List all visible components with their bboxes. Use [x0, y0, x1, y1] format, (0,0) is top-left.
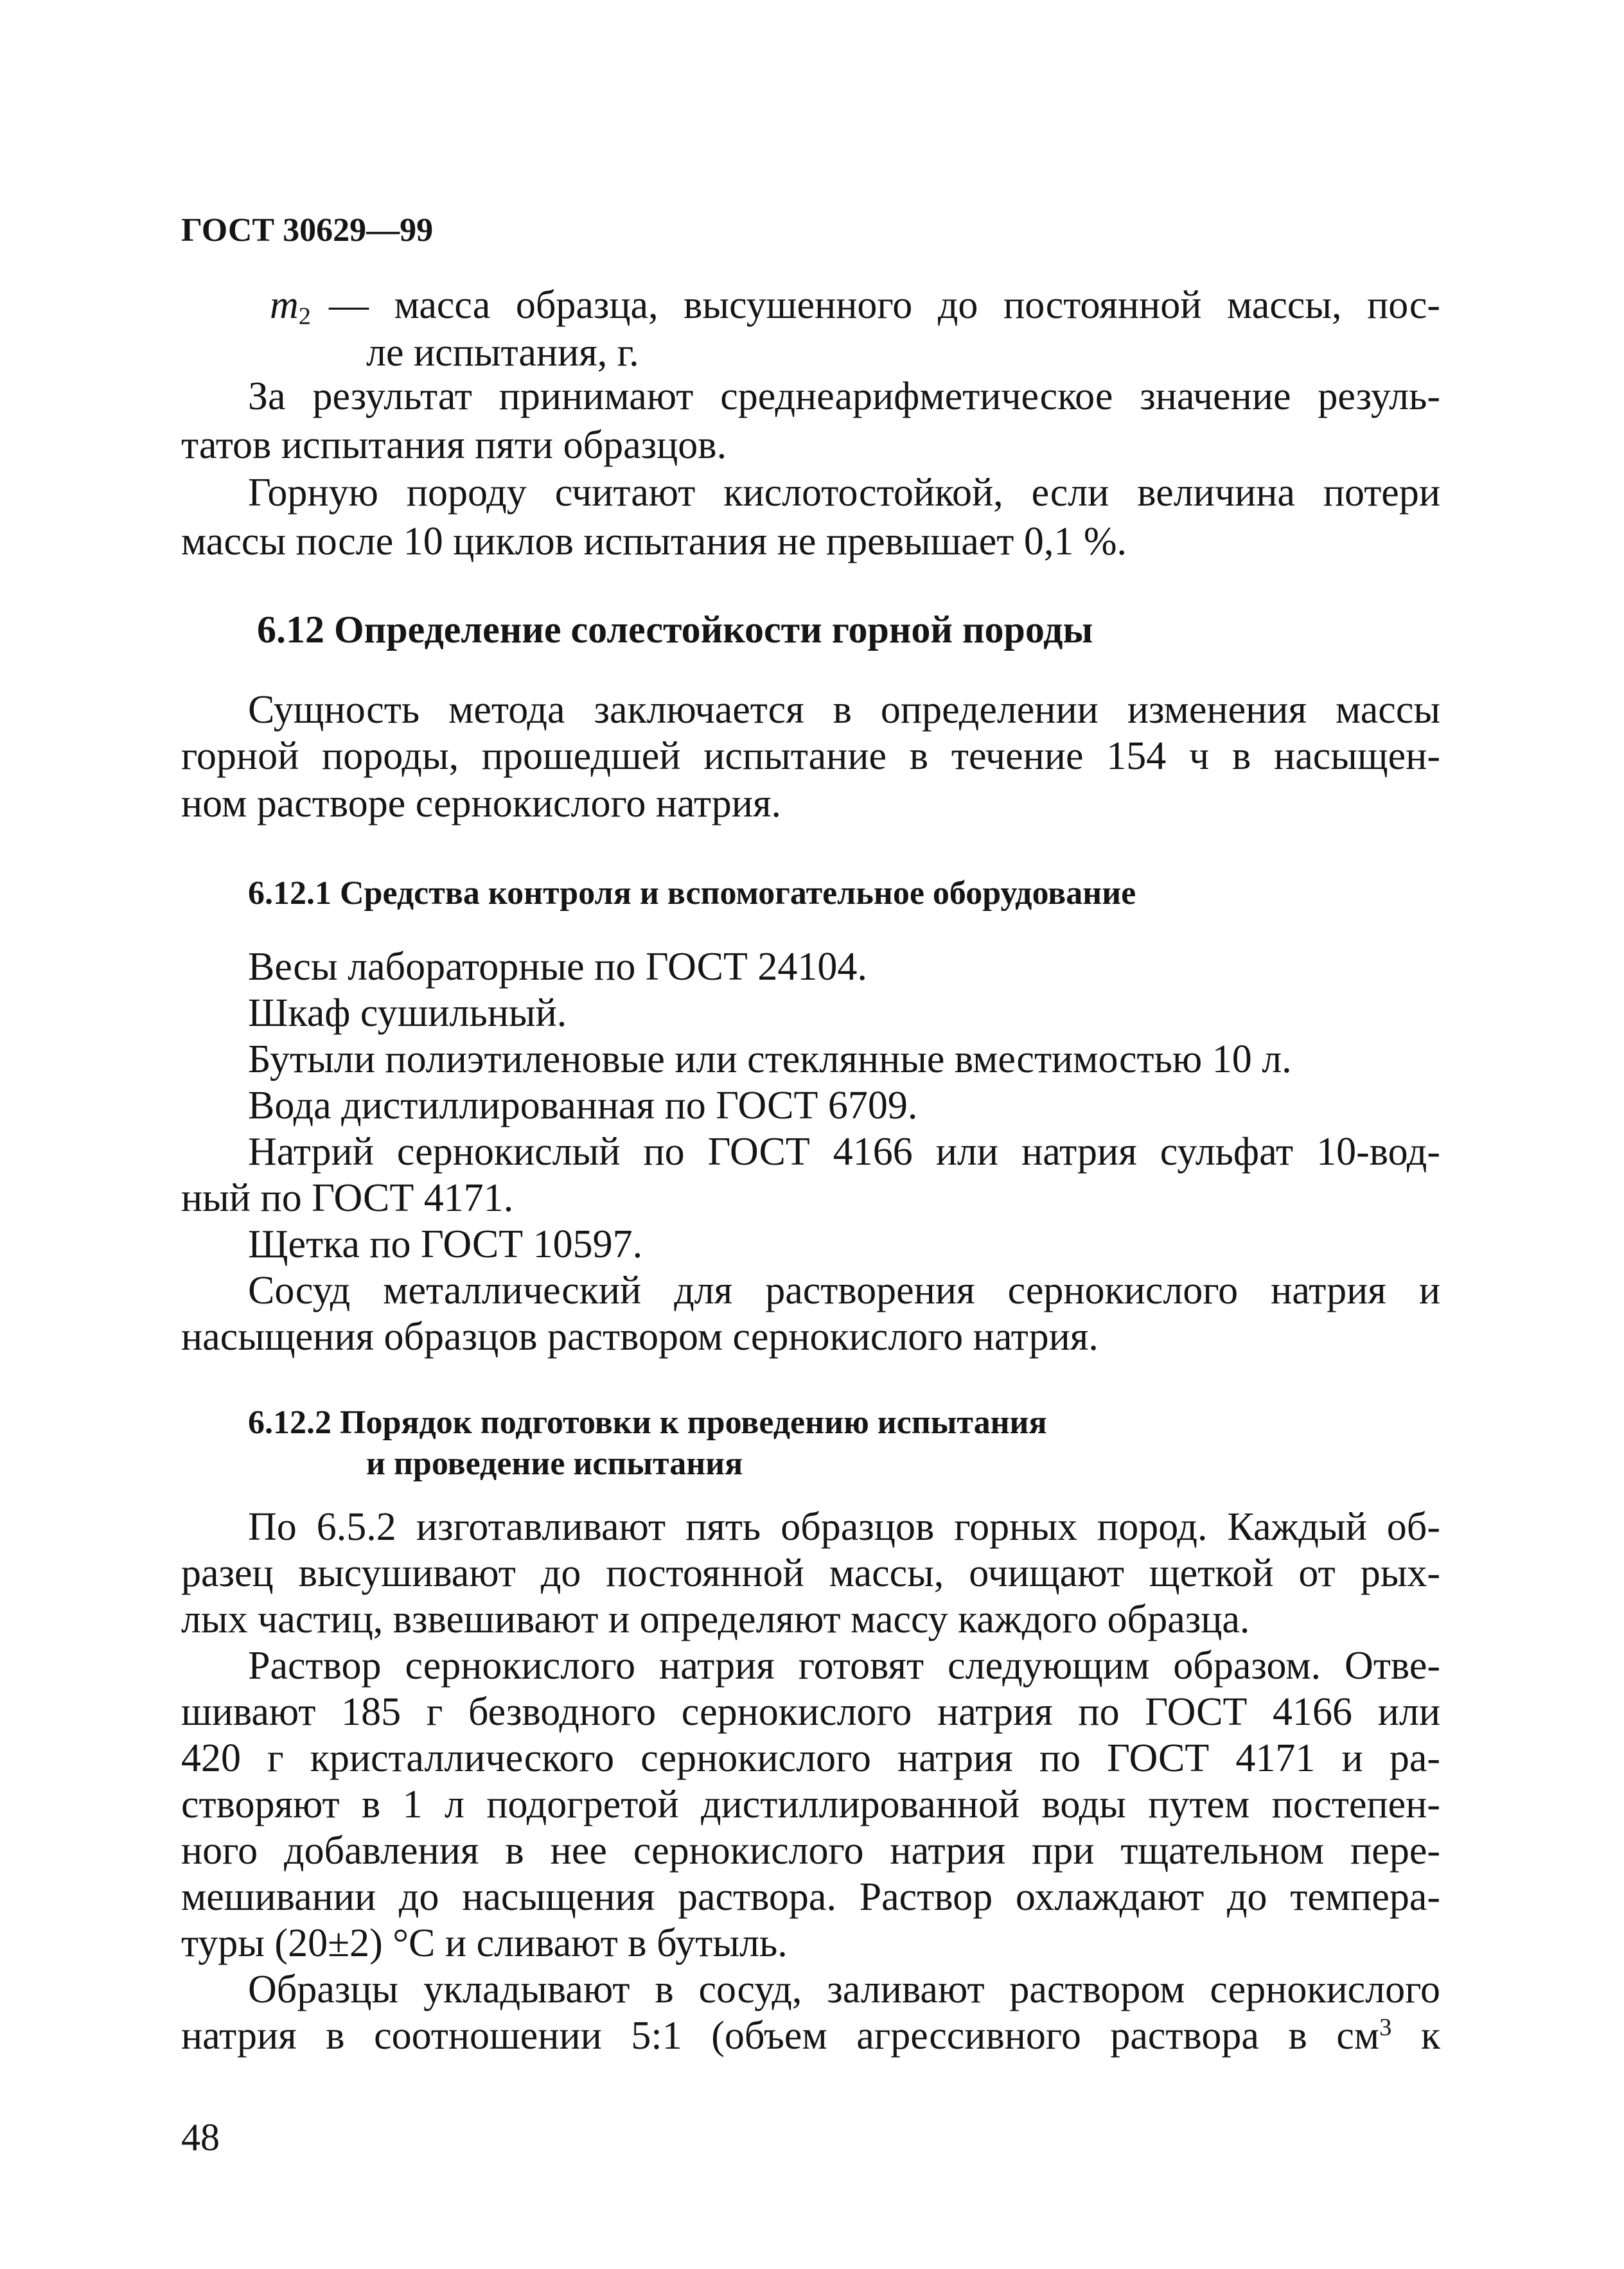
paragraph-acid-line-1: Горную породу считают кислотостойкой, если величина потери — [248, 471, 1440, 515]
definition-line-2: ле испытания, г. — [366, 331, 639, 375]
definition-line-1: — масса образца, высушенного до постоянной массы, пос- — [329, 283, 1440, 327]
equipment-item: Бутыли полиэтиленовые или стеклянные вместимостью 10 л. — [248, 1037, 1292, 1081]
procedure-p2-line: мешивании до насыщения раствора. Раствор охлаждают до темпера- — [181, 1875, 1440, 1919]
paragraph-result-line-2: татов испытания пяти образцов. — [181, 423, 727, 467]
section-6-12-title: 6.12 Определение солестойкости горной породы — [257, 608, 1093, 651]
equipment-item: Весы лабораторные по ГОСТ 24104. — [248, 945, 867, 989]
cm3-superscript: 3 — [1379, 2013, 1392, 2041]
procedure-p3-line-1: Образцы укладывают в сосуд, заливают раствором сернокислого — [248, 1968, 1440, 2011]
section-6-12-text-line-1: Сущность метода заключается в определении изменения массы — [248, 688, 1440, 732]
page-number: 48 — [181, 2116, 220, 2159]
equipment-item: Щетка по ГОСТ 10597. — [248, 1223, 643, 1266]
equipment-item-continuation: насыщения образцов раствором сернокислого натрия. — [181, 1315, 1099, 1359]
symbol-m: m — [270, 283, 299, 327]
paragraph-acid-line-2: массы после 10 циклов испытания не превышает 0,1 %. — [181, 520, 1127, 563]
section-6-12-1-title: 6.12.1 Средства контроля и вспомогательное оборудование — [248, 875, 1136, 912]
equipment-item: Вода дистиллированная по ГОСТ 6709. — [248, 1084, 918, 1127]
procedure-p2-line: ного добавления в нее сернокислого натрия при тщательном пере- — [181, 1829, 1440, 1873]
procedure-p3-text: натрия в соотношении 5:1 (объем агрессивного раствора в см — [181, 2014, 1380, 2058]
procedure-p1-line: По 6.5.2 изготавливают пять образцов горных пород. Каждый об- — [248, 1505, 1440, 1549]
procedure-p1-line: разец высушивают до постоянной массы, очищают щеткой от рых- — [181, 1551, 1440, 1595]
procedure-p2-line: Раствор сернокислого натрия готовят следующим образом. Отве- — [248, 1644, 1440, 1688]
symbol-subscript: 2 — [298, 303, 311, 330]
procedure-p1-line: лых частиц, взвешивают и определяют массу каждого образца. — [181, 1598, 1250, 1641]
section-6-12-2-title-line-2: и проведение испытания — [366, 1445, 743, 1482]
section-6-12-2-title-line-1: 6.12.2 Порядок подготовки к проведению испытания — [248, 1404, 1047, 1441]
equipment-item: Натрий сернокислый по ГОСТ 4166 или натрия сульфат 10-вод- — [248, 1130, 1440, 1174]
section-6-12-text-line-2: горной породы, прошедшей испытание в течение 154 ч в насыщен- — [181, 734, 1440, 778]
section-6-12-text-line-3: ном растворе сернокислого натрия. — [181, 782, 781, 825]
procedure-p3-line-2 — [181, 2012, 1440, 2060]
procedure-p2-line: туры (20±2) °С и сливают в бутыль. — [181, 1921, 788, 1965]
equipment-item: Шкаф сушильный. — [248, 991, 567, 1035]
paragraph-result-line-1: За результат принимают среднеарифметическое значение резуль- — [248, 375, 1440, 418]
procedure-p2-line: шивают 185 г безводного сернокислого натрия по ГОСТ 4166 или — [181, 1690, 1440, 1734]
procedure-p2-line: 420 г кристаллического сернокислого натрия по ГОСТ 4171 и ра- — [181, 1736, 1440, 1780]
equipment-item-continuation: ный по ГОСТ 4171. — [181, 1176, 514, 1220]
equipment-item: Сосуд металлический для растворения сернокислого натрия и — [248, 1269, 1440, 1312]
procedure-p2-line: створяют в 1 л подогретой дистиллированной воды путем постепен- — [181, 1783, 1440, 1826]
document-header: ГОСТ 30629—99 — [181, 212, 434, 249]
procedure-p3-end: к — [1391, 2014, 1440, 2058]
